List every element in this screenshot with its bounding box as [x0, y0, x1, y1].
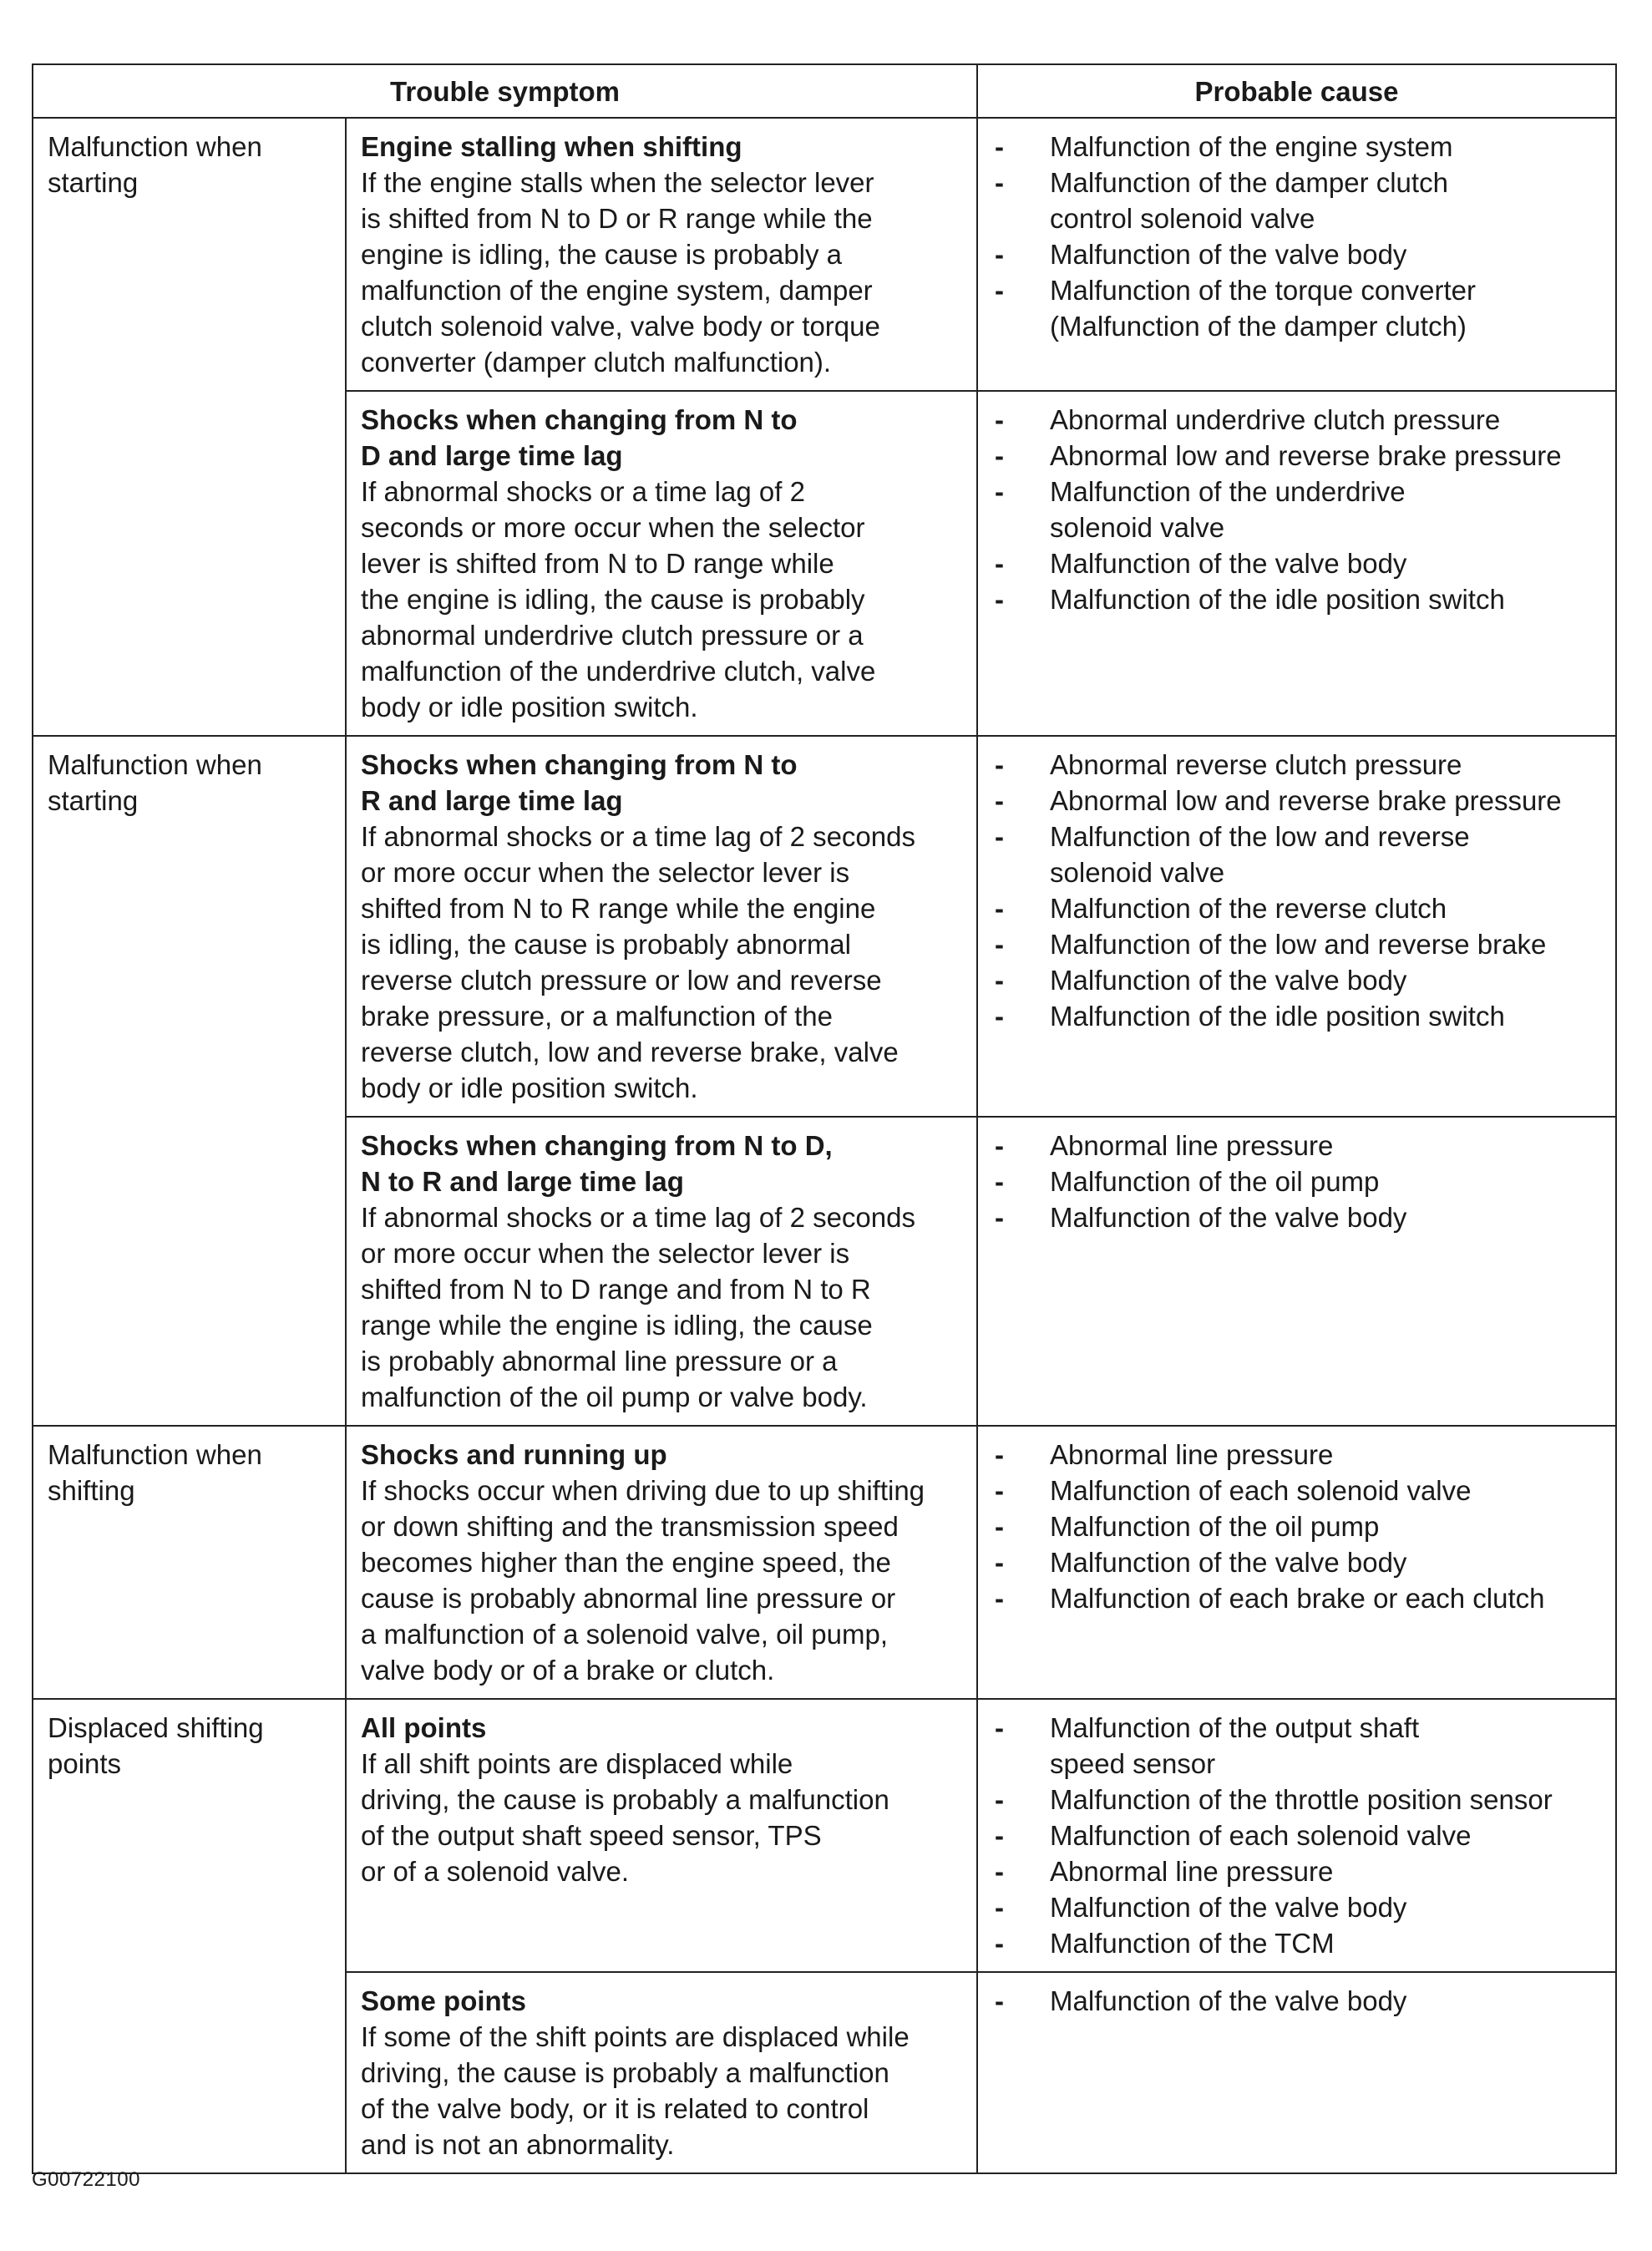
category-cell [33, 118, 346, 736]
cause-item: - Malfunction of the oil pump [990, 1164, 1609, 1199]
symptom-cell [346, 1117, 977, 1426]
symptom-description: If some of the shift points are displaced while driving, the cause is probably a malfunction of the valve body, or it is related to control and is not an abnormality. [361, 2021, 910, 2160]
cause-item: - Abnormal reverse clutch pressure [990, 747, 1609, 783]
symptom-description: If abnormal shocks or a time lag of 2 seconds or more occur when the selector lever is shifted from N to D range and from N to R range while the engine is idling, the cause is probably abnormal line pressure or a malfunction of the oil pump or valve body. [361, 1202, 915, 1412]
cause-item: - Malfunction of the valve body [990, 1983, 1609, 2019]
cause-item: - Abnormal line pressure [990, 1128, 1609, 1164]
symptom-description: If abnormal shocks or a time lag of 2 seconds or more occur when the selector lever is shifted from N to R range while the engine is idling, the cause is probably abnormal reverse clutch pressure or low and reverse brake pressure, or a malfunction of the reverse clutch, low and reverse brake, valve body or idle position switch. [361, 821, 915, 1103]
cause-item: - Malfunction of the valve body [990, 236, 1609, 272]
symptom-title: All points [361, 1712, 487, 1743]
cause-list [990, 747, 1609, 1034]
cause-item: - Malfunction of the output shaft speed sensor [990, 1710, 1609, 1782]
table-row [33, 736, 1616, 1117]
table-row [33, 1426, 1616, 1699]
cause-item: - Malfunction of the valve body [990, 962, 1609, 998]
cause-item: - Malfunction of the underdrive solenoid valve [990, 474, 1609, 545]
category-cell [33, 1426, 346, 1699]
cause-item: - Malfunction of the idle position switch [990, 581, 1609, 617]
cause-cell [977, 1699, 1616, 1972]
cause-item: - Malfunction of the oil pump [990, 1508, 1609, 1544]
cause-item: - Malfunction of the valve body [990, 1544, 1609, 1580]
cause-item: - Abnormal line pressure [990, 1853, 1609, 1889]
cause-item: - Malfunction of the low and reverse solenoid valve [990, 819, 1609, 890]
symptom-title: Shocks when changing from N to D, N to R and large time lag [361, 1130, 833, 1197]
cause-item: - Malfunction of the torque converter (Malfunction of the damper clutch) [990, 272, 1609, 344]
category-cell [33, 1699, 346, 2173]
symptom-cell [346, 1972, 977, 2173]
category-label: Malfunction when starting [48, 749, 262, 816]
symptom-title: Shocks when changing from N to D and large time lag [361, 404, 798, 471]
cause-list [990, 402, 1609, 617]
figure-id: G00722100 [32, 2168, 140, 2191]
header-row [33, 64, 1616, 118]
symptom-description: If shocks occur when driving due to up shifting or down shifting and the transmission speed becomes higher than the engine speed, the cause is probably abnormal line pressure or a malfunction of a solenoid valve, oil pump, valve body or of a brake or clutch. [361, 1475, 925, 1686]
trouble-table [32, 63, 1617, 2174]
symptom-cell [346, 1426, 977, 1699]
cause-item: - Malfunction of the valve body [990, 1199, 1609, 1235]
table-row [33, 118, 1616, 391]
symptom-cell [346, 391, 977, 736]
symptom-cell [346, 736, 977, 1117]
symptom-title: Some points [361, 1985, 527, 2016]
cause-list [990, 1437, 1609, 1616]
cause-item: - Abnormal underdrive clutch pressure [990, 402, 1609, 438]
cause-list [990, 1983, 1609, 2019]
cause-cell [977, 118, 1616, 391]
cause-item: - Abnormal line pressure [990, 1437, 1609, 1473]
cause-item: - Malfunction of each solenoid valve [990, 1473, 1609, 1508]
category-label: Malfunction when starting [48, 131, 262, 198]
cause-item: - Malfunction of the engine system [990, 129, 1609, 165]
cause-item: - Malfunction of the low and reverse brake [990, 926, 1609, 962]
category-label: Malfunction when shifting [48, 1439, 262, 1506]
cause-item: - Malfunction of the idle position switch [990, 998, 1609, 1034]
symptom-description: If all shift points are displaced while driving, the cause is probably a malfunction of the output shaft speed sensor, TPS or of a solenoid valve. [361, 1748, 889, 1887]
cause-item: - Malfunction of each solenoid valve [990, 1818, 1609, 1853]
table-row [33, 1699, 1616, 1972]
cause-cell [977, 736, 1616, 1117]
header-probable-cause: Probable cause [977, 64, 1616, 118]
symptom-title: Shocks and running up [361, 1439, 667, 1470]
cause-list [990, 1128, 1609, 1235]
cause-item: - Abnormal low and reverse brake pressure [990, 438, 1609, 474]
cause-list [990, 129, 1609, 344]
symptom-title: Shocks when changing from N to R and large time lag [361, 749, 798, 816]
cause-cell [977, 1426, 1616, 1699]
symptom-title: Engine stalling when shifting [361, 131, 742, 162]
category-label: Displaced shifting points [48, 1712, 264, 1779]
cause-item: - Abnormal low and reverse brake pressure [990, 783, 1609, 819]
cause-item: - Malfunction of each brake or each clutch [990, 1580, 1609, 1616]
cause-item: - Malfunction of the throttle position sensor [990, 1782, 1609, 1818]
cause-item: - Malfunction of the TCM [990, 1925, 1609, 1961]
cause-list [990, 1710, 1609, 1961]
symptom-cell [346, 118, 977, 391]
symptom-cell [346, 1699, 977, 1972]
cause-item: - Malfunction of the damper clutch control solenoid valve [990, 165, 1609, 236]
category-cell [33, 736, 346, 1426]
cause-item: - Malfunction of the valve body [990, 1889, 1609, 1925]
cause-item: - Malfunction of the valve body [990, 545, 1609, 581]
symptom-description: If the engine stalls when the selector lever is shifted from N to D or R range while the engine is idling, the cause is probably a malfunction of the engine system, damper clutch solenoid valve, valve body or torque converter (damper clutch malfunction). [361, 167, 880, 378]
cause-cell [977, 391, 1616, 736]
symptom-description: If abnormal shocks or a time lag of 2 seconds or more occur when the selector lever is shifted from N to D range while the engine is idling, the cause is probably abnormal underdrive clutch pressure or a malfunction of the underdrive clutch, valve body or idle position switch. [361, 476, 876, 722]
cause-item: - Malfunction of the reverse clutch [990, 890, 1609, 926]
header-trouble-symptom: Trouble symptom [33, 64, 977, 118]
cause-cell [977, 1972, 1616, 2173]
cause-cell [977, 1117, 1616, 1426]
